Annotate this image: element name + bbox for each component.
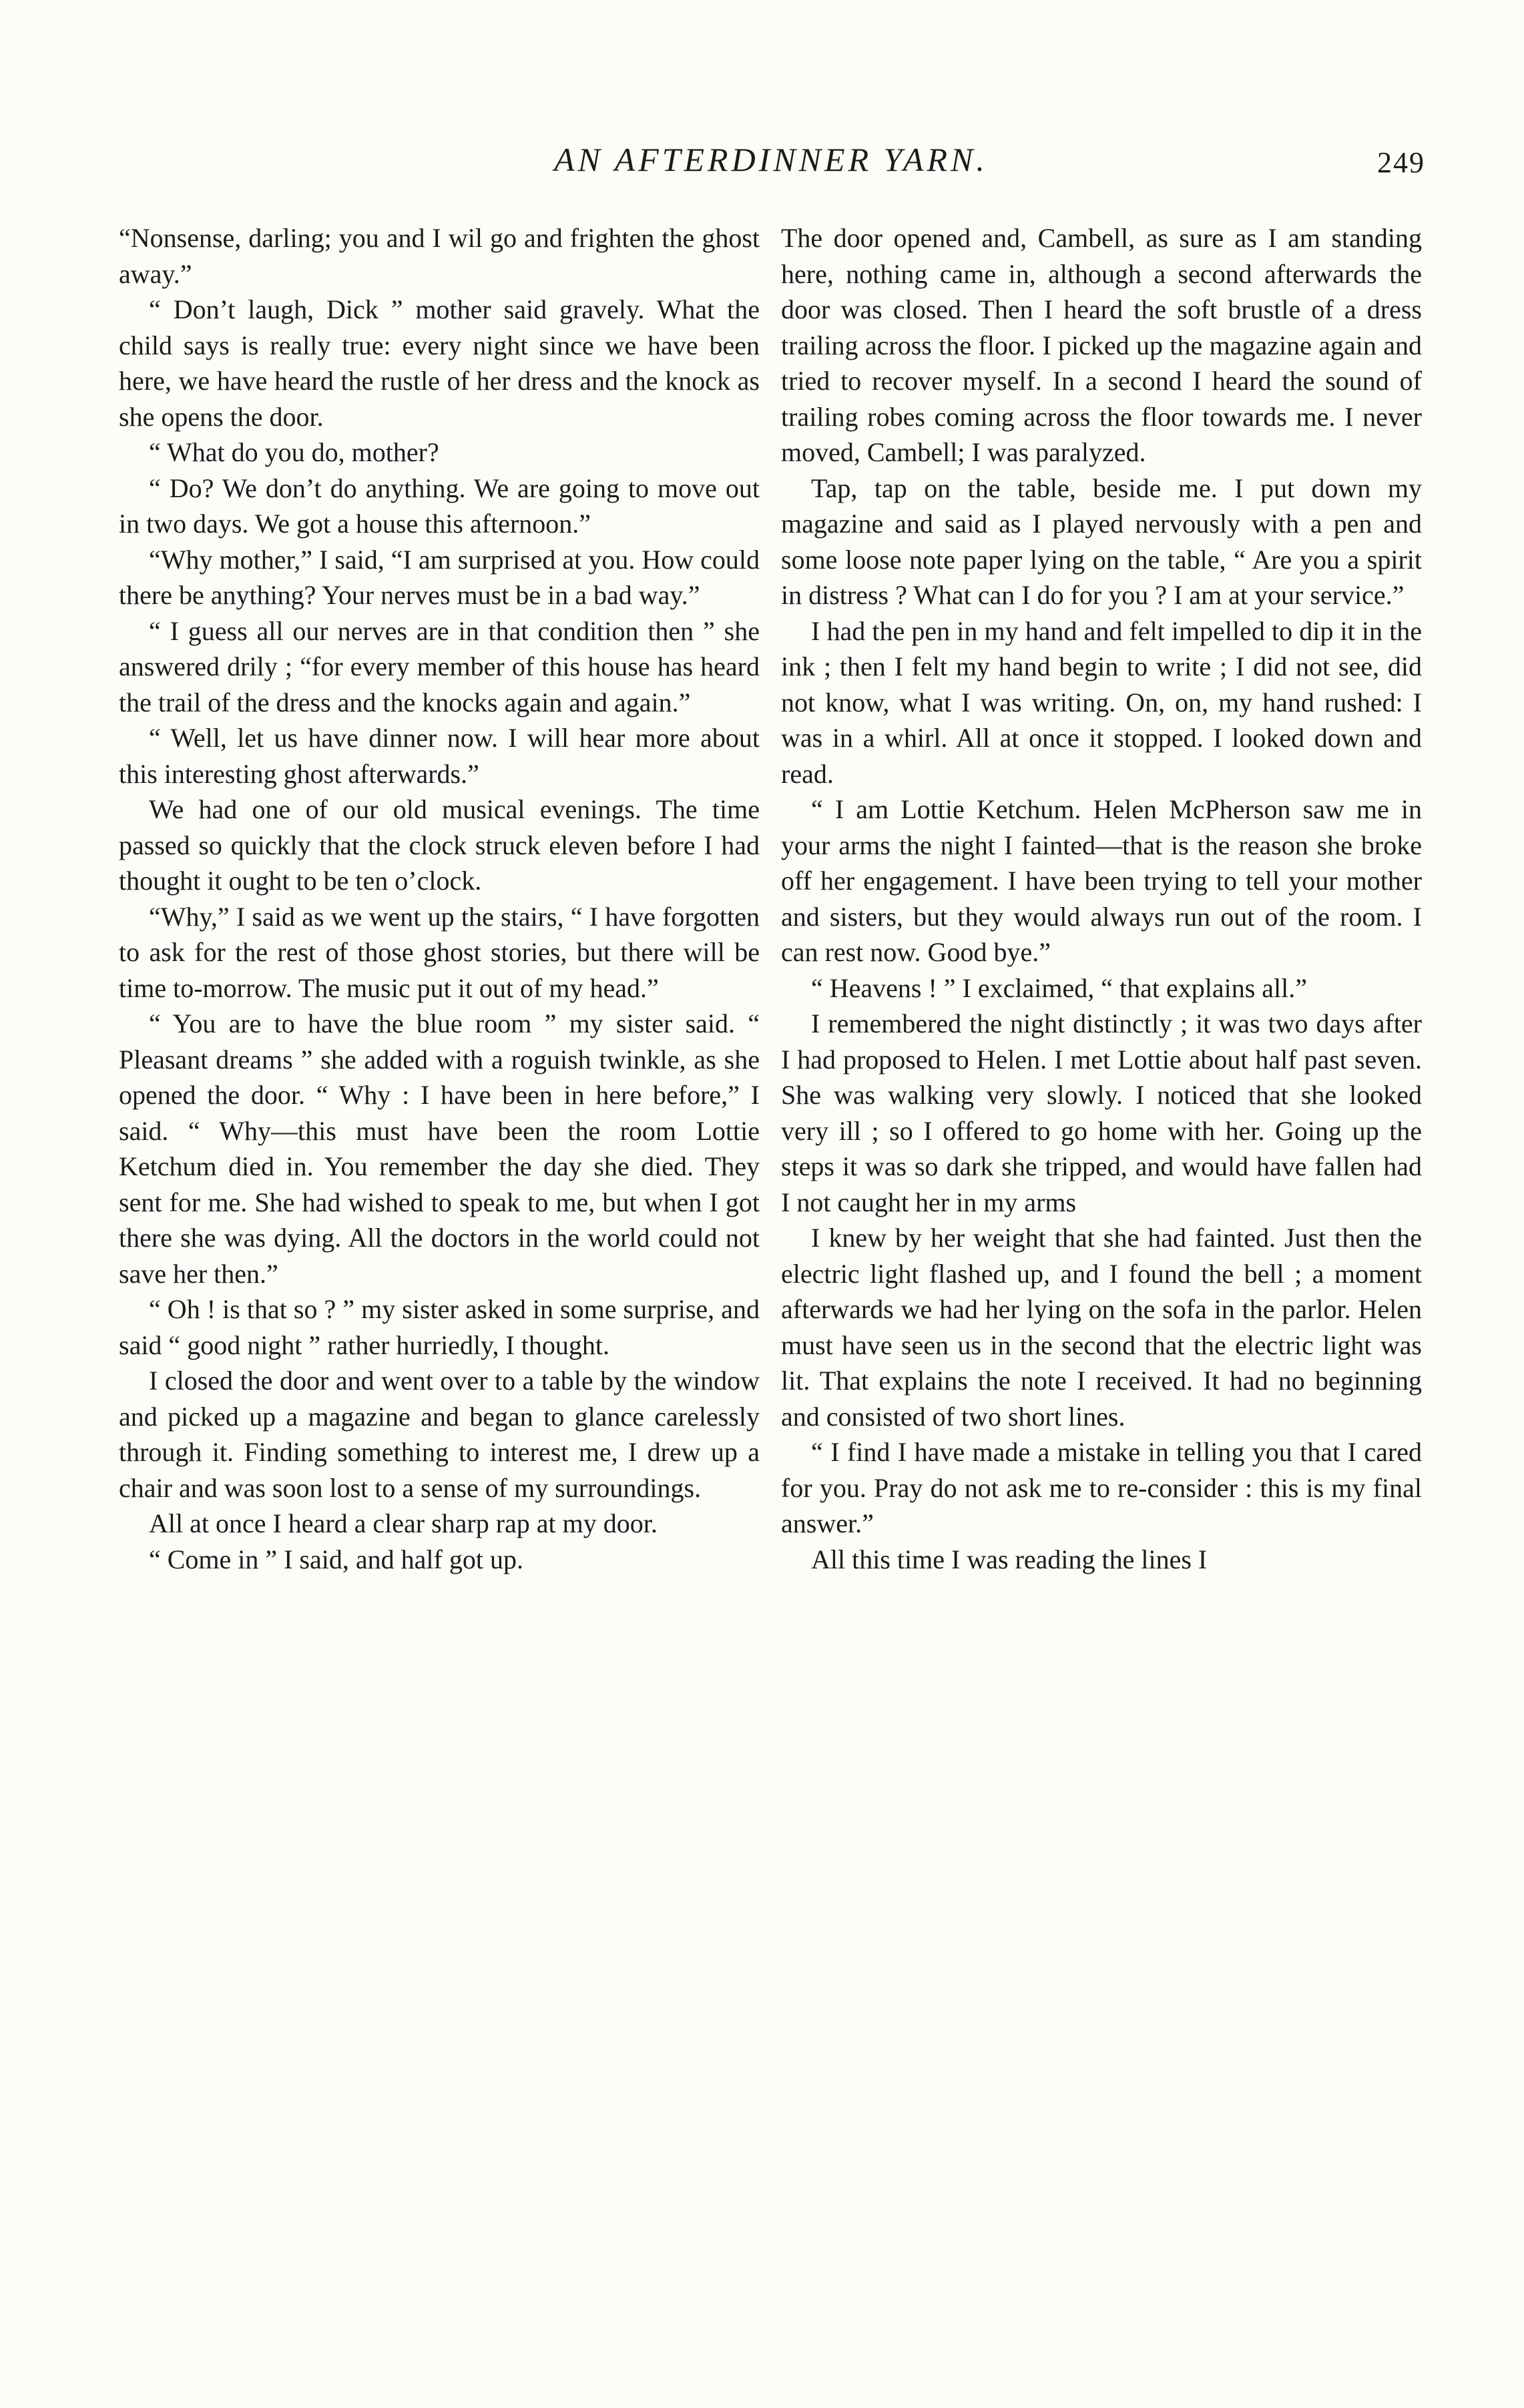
paragraph: “ What do you do, mother? bbox=[149, 437, 439, 467]
paragraph: Tap, tap on the table, beside me. I put down my magazine and said as I played nervously with a pen and some loose note paper lying on the table, “ Are you a spirit in distress ? What can I do for you ? I am at your service.” bbox=[781, 473, 1422, 610]
running-head bbox=[117, 140, 1425, 187]
running-title: AN AFTERDINNER YARN. bbox=[554, 141, 988, 178]
paragraph: “ Oh ! is that so ? ” my sister asked in some surprise, and said “ good night ” rather hurriedly, I thought. bbox=[119, 1294, 760, 1360]
paragraph: I had the pen in my hand and felt impelled to dip it in the ink ; then I felt my hand begin to write ; I did not see, did not know, what I was writing. On, on, my hand rushed: I was in a whirl. All at once it stopped. I looked down and read. bbox=[781, 615, 1422, 789]
paragraph: “ I guess all our nerves are in that condition then ” she answered drily ; “for every member of this house has heard the trail of the dress and the knocks again and again.” bbox=[119, 615, 760, 717]
paragraph: “ Well, let us have dinner now. I will hear more about this interesting ghost afterwards.” bbox=[119, 723, 760, 789]
left-column bbox=[119, 220, 760, 1577]
paragraph: I closed the door and went over to a table by the window and picked up a magazine and began to glance carelessly through it. Finding something to interest me, I drew up a chair and was soon lost to a sense of my surroundings. bbox=[119, 1366, 760, 1503]
paragraph: “ Come in ” I said, and half got up. bbox=[149, 1544, 523, 1574]
paragraph: “Why mother,” I said, “I am surprised at you. How could there be anything? Your nerves must be in a bad way.” bbox=[119, 544, 760, 610]
paragraph: We had one of our old musical evenings. The time passed so quickly that the clock struck eleven before I had thought it ought to be ten o’clock. bbox=[119, 794, 760, 896]
paragraph: “ Do? We don’t do anything. We are going to move out in two days. We got a house this afternoon.” bbox=[119, 473, 760, 539]
paragraph: “ I am Lottie Ketchum. Helen McPherson saw me in your arms the night I fainted—that is the reason she broke off her engagement. I have been trying to tell your mother and sisters, but they would always run out of the room. I can rest now. Good bye.” bbox=[781, 794, 1422, 967]
right-column bbox=[781, 220, 1422, 1577]
page-number: 249 bbox=[1377, 146, 1425, 179]
paragraph: “ Don’t laugh, Dick ” mother said gravely. What the child says is really true: every night since we have been here, we have heard the rustle of her dress and the knock as she opens the door. bbox=[119, 294, 760, 432]
paragraph: “ I find I have made a mistake in telling you that I cared for you. Pray do not ask me to re-consider : this is my final answer.” bbox=[781, 1437, 1422, 1538]
paragraph: “Why,” I said as we went up the stairs, “ I have forgotten to ask for the rest of those ghost stories, but there will be time to-morrow. The music put it out of my head.” bbox=[119, 901, 760, 1003]
paragraph: All at once I heard a clear sharp rap at my door. bbox=[149, 1508, 658, 1538]
paragraph: “ You are to have the blue room ” my sister said. “ Pleasant dreams ” she added with a roguish twinkle, as she opened the door. “ Why : I have been in here before,” I said. “ Why—this must have been the room Lottie Ketchum died in. You remember the day she died. They sent for me. She had wished to speak to me, but when I got there she was dying. All the doctors in the world could not save her then.” bbox=[119, 1008, 760, 1289]
paragraph: All this time I was reading the lines I bbox=[811, 1544, 1208, 1574]
paragraph: “ Heavens ! ” I exclaimed, “ that explains all.” bbox=[811, 972, 1307, 1003]
paragraph: I knew by her weight that she had fainted. Just then the electric light flashed up, and I found the bell ; a moment afterwards we had her lying on the sofa in the parlor. Helen must have seen us in the second that the electric light was lit. That explains the note I received. It had no beginning and consisted of two short lines. bbox=[781, 1223, 1422, 1432]
paragraph: “Nonsense, darling; you and I wil go and frighten the ghost away.” bbox=[119, 223, 760, 289]
paragraph: The door opened and, Cambell, as sure as I am standing here, nothing came in, although a second afterwards the door was closed. Then I heard the soft brustle of a dress trailing across the floor. I picked up the magazine again and tried to recover myself. In a second I heard the sound of trailing robes coming across the floor towards me. I never moved, Cambell; I was paralyzed. bbox=[781, 223, 1422, 467]
paragraph: I remembered the night distinctly ; it was two days after I had proposed to Helen. I met Lottie about half past seven. She was walking very slowly. I noticed that she looked very ill ; so I offered to go home with her. Going up the steps it was so dark she tripped, and would have fallen had I not caught her in my arms bbox=[781, 1008, 1422, 1217]
